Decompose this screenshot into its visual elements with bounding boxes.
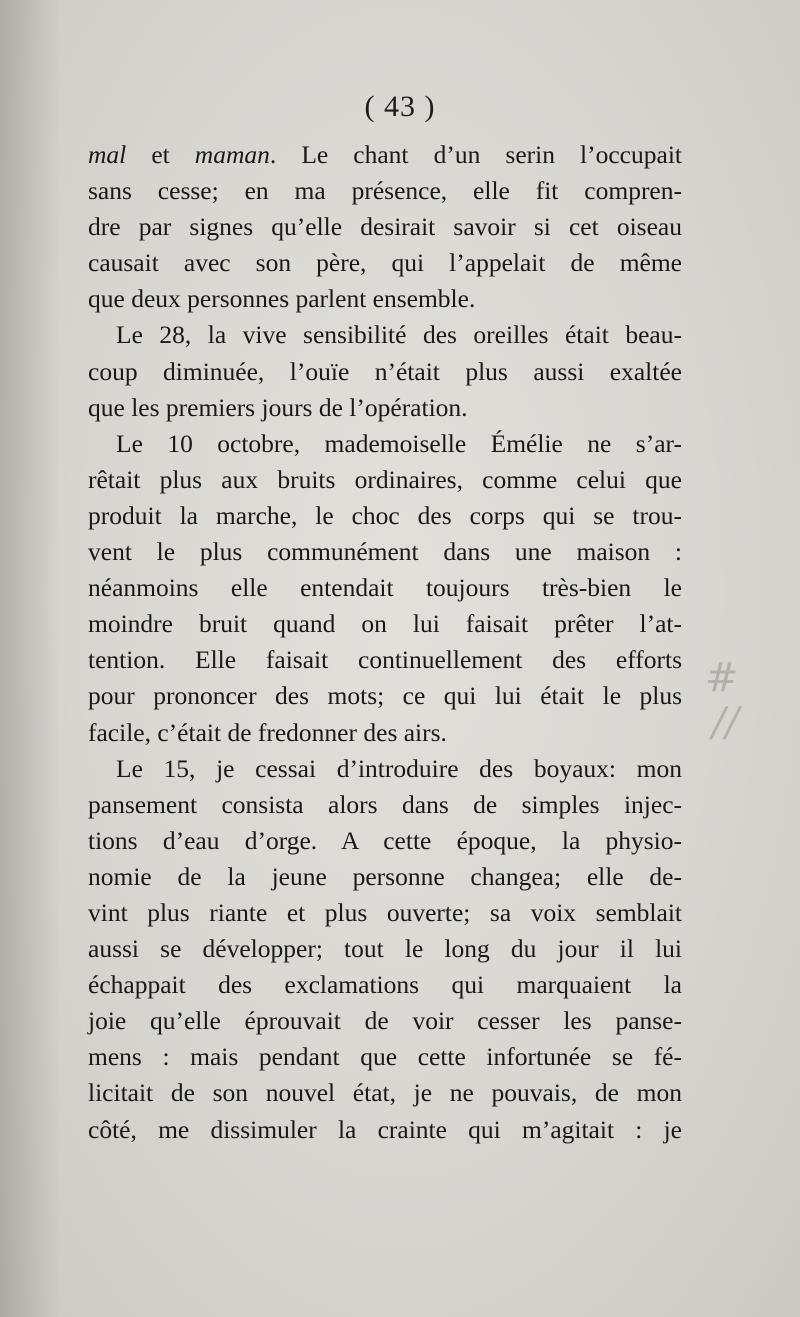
text-line <box>88 931 682 967</box>
text-segment: nomie de la jeune personne changea; elle de- <box>88 861 682 891</box>
text-line <box>88 859 682 895</box>
page-fold-shadow <box>0 0 60 1317</box>
italic-text: mal <box>88 140 127 169</box>
text-line <box>88 1075 682 1111</box>
body-text <box>88 137 682 1148</box>
text-line <box>88 137 682 173</box>
text-line <box>88 281 682 317</box>
text-segment: produit la marche, le choc des corps qui se trou- <box>88 500 682 530</box>
text-line <box>88 354 682 390</box>
text-line <box>88 173 682 209</box>
text-segment: échappait des exclamations qui marquaient la <box>88 970 682 1000</box>
text-segment: Le 10 octobre, mademoiselle Émélie ne s’ar- <box>116 428 682 458</box>
text-segment: rêtait plus aux bruits ordinaires, comme celui que <box>88 464 682 494</box>
text-line <box>88 498 682 534</box>
text-segment: tention. Elle faisait continuellement des efforts <box>88 645 682 675</box>
text-line <box>88 1112 682 1148</box>
text-segment: facile, c’était de fredonner des airs. <box>88 717 447 747</box>
text-segment: dre par signes qu’elle desirait savoir si cet oiseau <box>88 212 682 242</box>
text-segment: néanmoins elle entendait toujours très-bien le <box>88 573 682 603</box>
text-segment: vent le plus communément dans une maison : <box>88 537 682 567</box>
text-line <box>88 534 682 570</box>
text-line <box>88 967 682 1003</box>
text-segment: coup diminuée, l’ouïe n’était plus aussi exaltée <box>88 356 682 386</box>
text-segment: . Le chant d’un serin l’occupait <box>269 140 682 169</box>
text-line <box>88 462 682 498</box>
text-line <box>88 787 682 823</box>
text-segment: joie qu’elle éprouvait de voir cesser les panse- <box>88 1006 682 1036</box>
text-line <box>88 606 682 642</box>
text-segment: causait avec son père, qui l’appelait de même <box>88 248 682 278</box>
text-segment: Le 28, la vive sensibilité des oreilles était beau- <box>116 320 682 350</box>
text-segment: moindre bruit quand on lui faisait prêter l’at- <box>88 609 682 639</box>
text-line <box>88 642 682 678</box>
page-number: ( 43 ) <box>364 90 436 123</box>
text-segment: aussi se développer; tout le long du jour il lui <box>88 934 682 964</box>
text-line <box>88 570 682 606</box>
text-segment: licitait de son nouvel état, je ne pouvais, de mon <box>88 1078 682 1108</box>
text-line <box>88 209 682 245</box>
text-line <box>88 895 682 931</box>
text-line <box>88 390 682 426</box>
text-line <box>88 426 682 462</box>
text-line <box>88 823 682 859</box>
text-segment: et <box>126 140 195 169</box>
text-segment: sans cesse; en ma présence, elle fit compren- <box>88 176 682 206</box>
text-line <box>88 245 682 281</box>
text-line <box>88 751 682 787</box>
text-line <box>88 678 682 714</box>
bleed-through-mark: // <box>712 700 739 746</box>
text-segment: côté, me dissimuler la crainte qui m’agitait : je <box>88 1114 682 1144</box>
text-line <box>88 1003 682 1039</box>
text-line <box>88 715 682 751</box>
bleed-through-mark: # <box>705 655 739 701</box>
text-segment: que les premiers jours de l’opération. <box>88 392 468 422</box>
text-line <box>88 1039 682 1075</box>
italic-text: maman <box>194 140 270 169</box>
text-segment: pansement consista alors dans de simples injec- <box>88 789 682 819</box>
text-segment: mens : mais pendant que cette infortunée se fé- <box>88 1042 682 1072</box>
text-segment: Le 15, je cessai d’introduire des boyaux: mon <box>116 753 682 783</box>
text-segment: que deux personnes parlent ensemble. <box>88 284 476 314</box>
text-segment: vint plus riante et plus ouverte; sa voix semblait <box>88 897 682 927</box>
text-segment: pour prononcer des mots; ce qui lui était le plus <box>88 681 682 711</box>
text-segment: tions d’eau d’orge. A cette époque, la physio- <box>88 825 682 855</box>
text-line <box>88 317 682 353</box>
